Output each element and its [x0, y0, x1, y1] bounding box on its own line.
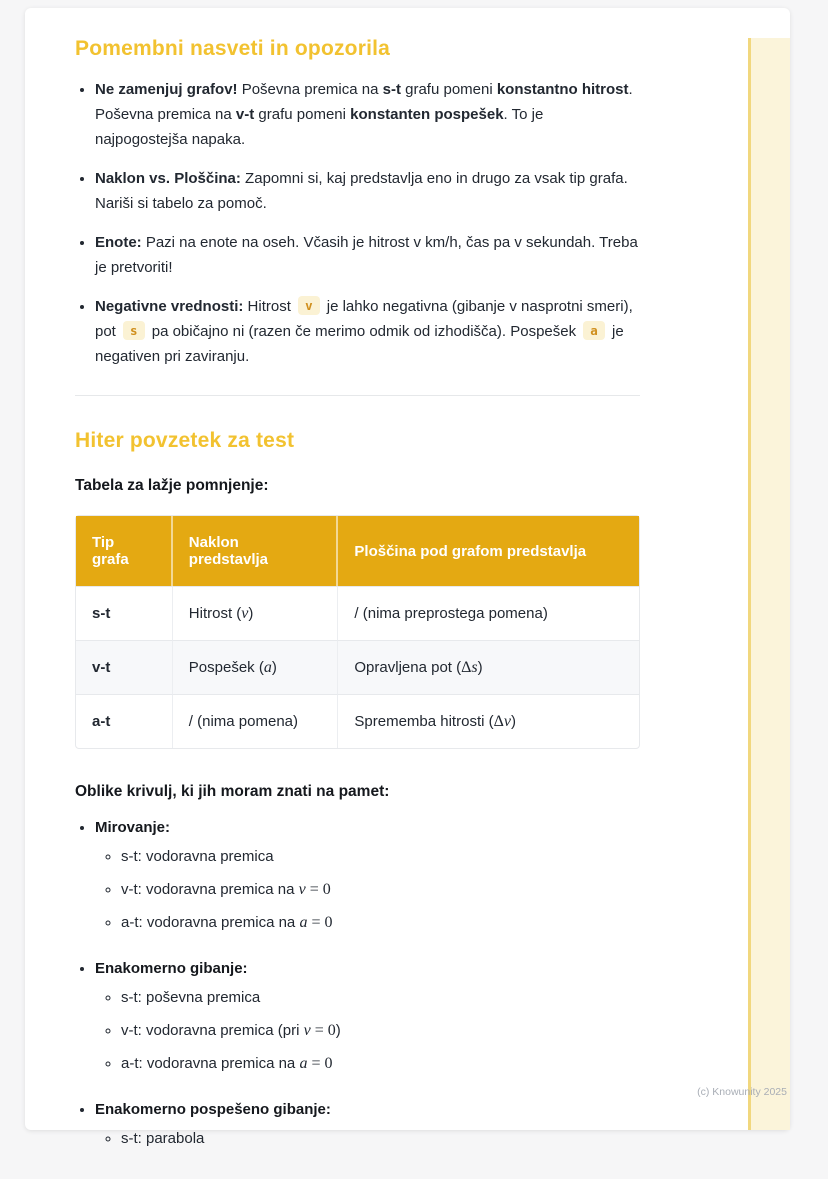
table-cell: v-t: [76, 640, 173, 694]
table-header-row: [76, 516, 639, 586]
shapes-group: [95, 1097, 640, 1150]
list-item: • Negativne vrednosti: Hitrost v je lahko negativna (gibanje v nasprotni smeri), pot s pa običajno ni (razen če merimo odmik od izhodišča). Pospešek a je negativen pri zaviranju.: [95, 294, 640, 369]
highlight-stripe: [748, 38, 790, 1130]
list-item: • Naklon vs. Ploščina: Zapomni si, kaj predstavlja eno in drugo za vsak tip grafa. Nariši si tabelo za pomoč.: [95, 166, 640, 216]
table-cell: Hitrost (v): [173, 586, 339, 640]
shapes-sublist: [95, 986, 640, 1075]
table-header: [76, 516, 639, 586]
shapes-intro: Oblike krivulj, ki jih moram znati na pamet:: [75, 783, 390, 800]
list-item: ◦ s-t: vodoravna premica: [121, 845, 640, 868]
group-label: Mirovanje:: [95, 819, 171, 836]
table-cell: a-t: [76, 694, 173, 748]
table-cell: / (nima preprostega pomena): [338, 586, 639, 640]
document-page: [25, 8, 790, 1147]
list-item: ◦ s-t: poševna premica: [121, 986, 640, 1009]
table-row: [76, 694, 639, 748]
list-item: • Ne zamenjuj grafov! Poševna premica na s-t grafu pomeni konstantno hitrost. Poševna premica na v-t grafu pomeni konstanten pospešek. To je najpogostejša napaka.: [95, 77, 640, 152]
table-row: [76, 586, 639, 640]
table-cell: Opravljena pot (Δs): [338, 640, 639, 694]
shapes-group: [95, 815, 640, 934]
shapes-list: [75, 815, 640, 1150]
table-cell: Sprememba hitrosti (Δv): [338, 694, 639, 748]
inline-code-badge: a: [583, 321, 605, 340]
group-label: Enakomerno pospešeno gibanje:: [95, 1101, 331, 1118]
section-title-tips: Pomembni nasveti in opozorila: [75, 37, 391, 60]
table-cell: / (nima pomena): [173, 694, 339, 748]
inline-code-badge: v: [298, 296, 320, 315]
table-row: [76, 640, 639, 694]
list-item: ◦ a-t: vodoravna premica na a = 0: [121, 1052, 640, 1075]
section-title-summary: Hiter povzetek za test: [75, 429, 295, 452]
shapes-group: [95, 956, 640, 1075]
table-intro: Tabela za lažje pomnjenje:: [75, 477, 269, 494]
page-content: [25, 8, 640, 1150]
column-header-area: Ploščina pod grafom predstavlja: [338, 516, 639, 586]
summary-table: [75, 515, 640, 749]
column-header-slope: Naklon predstavlja: [173, 516, 339, 586]
list-item: ◦ v-t: vodoravna premica (pri v = 0): [121, 1019, 640, 1042]
list-item: • Enote: Pazi na enote na oseh. Včasih je hitrost v km/h, čas pa v sekundah. Treba je pretvoriti!: [95, 230, 640, 280]
shapes-sublist: [95, 1127, 640, 1150]
shapes-sublist: [95, 845, 640, 934]
table-cell: s-t: [76, 586, 173, 640]
table-cell: Pospešek (a): [173, 640, 339, 694]
group-label: Enakomerno gibanje:: [95, 960, 248, 977]
section-divider: [75, 395, 640, 396]
inline-code-badge: s: [123, 321, 145, 340]
list-item: ◦ s-t: parabola: [121, 1127, 640, 1150]
column-header-graph-type: Tip grafa: [76, 516, 173, 586]
list-item: ◦ v-t: vodoravna premica na v = 0: [121, 878, 640, 901]
list-item: ◦ a-t: vodoravna premica na a = 0: [121, 911, 640, 934]
tips-list: [75, 77, 640, 369]
watermark: (c) Knowunity 2025: [697, 1086, 787, 1098]
